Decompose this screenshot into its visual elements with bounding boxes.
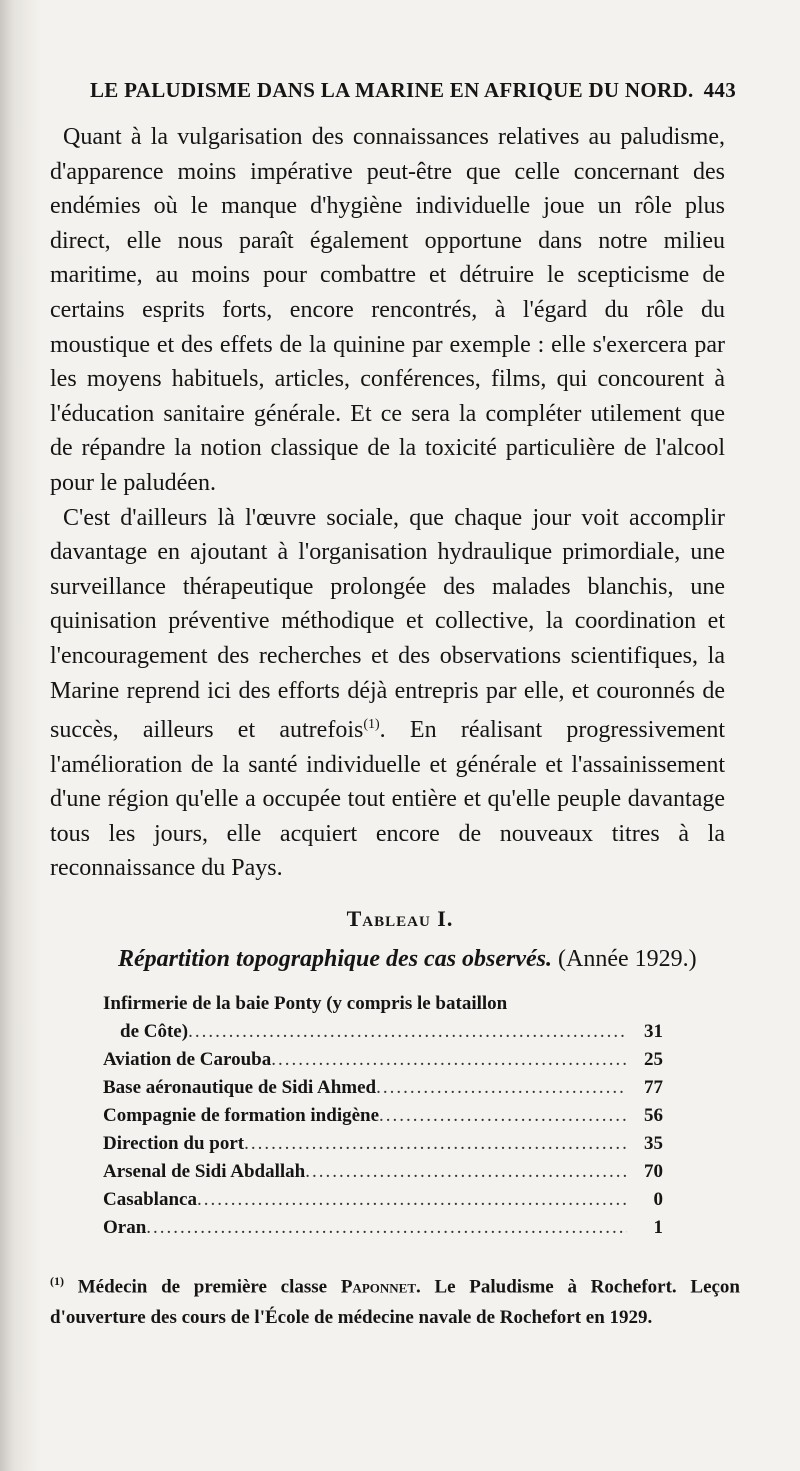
leader-dots xyxy=(305,1158,627,1186)
row-label: Direction du port xyxy=(103,1133,245,1154)
row-value: 1 xyxy=(653,1217,663,1238)
table-row xyxy=(103,1046,663,1074)
data-table xyxy=(103,990,663,1242)
table-subtitle-year: (Année 1929.) xyxy=(558,946,697,972)
row-label: Oran xyxy=(103,1217,147,1238)
footnote xyxy=(50,1266,740,1333)
leader-dots xyxy=(146,1214,627,1242)
paragraph-1: Quant à la vulgarisation des connaissances relatives au paludisme, d'apparence moins impérative peut-être que celle concernant des endémies où le manque d'hygiène individuelle joue un rôle plus direct, elle nous paraît également opportune dans notre milieu maritime, au moins pour combattre et détruire le scepticisme de certains esprits forts, encore rencontrés, à l'égard du rôle du moustique et des effets de la quinine par exemple : elle s'exercera par les moyens habituels, articles, conférences, films, qui concourent à l'éducation sanitaire générale. Et ce sera la compléter utilement que de répandre la notion classique de la toxicité particulière de l'alcool pour le paludéen. xyxy=(50,124,725,496)
row-label: Compagnie de formation indigène xyxy=(103,1105,380,1126)
table-row xyxy=(103,1214,663,1242)
page-number: 443 xyxy=(703,78,736,102)
row-value: 56 xyxy=(644,1105,663,1126)
body-text xyxy=(50,120,725,886)
table-row xyxy=(103,1074,663,1102)
leader-dots xyxy=(379,1102,627,1130)
row-value: 25 xyxy=(644,1049,663,1070)
paragraph-2 xyxy=(50,501,725,887)
footnote-marker: (1) xyxy=(50,1274,64,1288)
leader-dots xyxy=(271,1046,627,1074)
table-row xyxy=(103,1186,663,1214)
row-value: 35 xyxy=(644,1133,663,1154)
running-header xyxy=(90,78,736,103)
row-value: 0 xyxy=(653,1189,663,1210)
row-value: 77 xyxy=(644,1077,663,1098)
table-row xyxy=(103,1102,663,1130)
leader-dots xyxy=(376,1074,627,1102)
row-label: Arsenal de Sidi Abdallah xyxy=(103,1161,306,1182)
row-value: 31 xyxy=(644,1021,663,1042)
table-row xyxy=(103,1018,663,1046)
paragraph-2-text: C'est d'ailleurs là l'œuvre sociale, que chaque jour voit accomplir davantage en ajoutant à l'organisation hydraulique primordiale, une surveillance thérapeutique prolongée des malades blanchis, une quinisation préventive méthodique et collective, la coordination et l'encouragement des recherches et des observations scientifiques, la Marine reprend ici des efforts déjà entrepris par elle, et couronnés de succès, ailleurs et autrefois xyxy=(50,504,725,744)
table-row xyxy=(103,1130,663,1158)
footnote-reference: (1) xyxy=(363,717,380,733)
footnote-text-before: Médecin de première classe xyxy=(77,1276,328,1298)
footnote-text-after: . Le Paludisme à Rochefort. Leçon d'ouverture des cours de l'École de médecine navale de Rochefort en 1929. xyxy=(50,1276,740,1329)
row-label: Base aéronautique de Sidi Ahmed xyxy=(103,1077,377,1098)
row-label: Aviation de Carouba xyxy=(103,1049,272,1070)
table-subtitle xyxy=(118,946,738,973)
row-label: de Côte) xyxy=(120,1021,189,1042)
footnote-author: Paponnet xyxy=(340,1276,416,1298)
table-title: Tableau I. xyxy=(346,906,454,931)
paragraph-2-end: . En réalisant progressivement l'amélioration de la santé individuelle et générale et l'assainissement d'une région qu'elle a occupée tout entière et qu'elle peuple davantage tous les jours, elle acquiert encore de nouveaux titres à la reconnaissance du Pays. xyxy=(50,717,725,882)
running-title: LE PALUDISME DANS LA MARINE EN AFRIQUE DU NORD. xyxy=(90,78,694,102)
leader-dots xyxy=(197,1186,627,1214)
row-value: 70 xyxy=(644,1161,663,1182)
row-label: Casablanca xyxy=(103,1189,197,1210)
leader-dots xyxy=(244,1130,627,1158)
table-row-label-line1: Infirmerie de la baie Ponty (y compris le bataillon xyxy=(103,993,508,1014)
leader-dots xyxy=(188,1018,627,1046)
table-subtitle-italic: Répartition topographique des cas observés. xyxy=(118,946,553,972)
table-row xyxy=(103,1158,663,1186)
